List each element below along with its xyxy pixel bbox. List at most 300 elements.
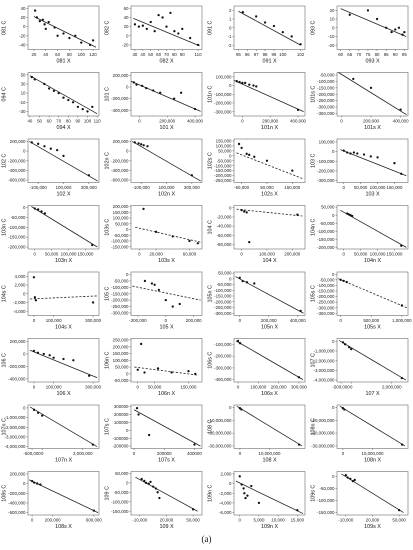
- data-point: [258, 502, 260, 504]
- x-axis-label: 108n X: [363, 457, 382, 464]
- x-tick-label: 200,000: [159, 118, 176, 124]
- data-point: [41, 414, 43, 416]
- data-point: [246, 495, 248, 497]
- x-tick-label: 100,000: [369, 185, 386, 190]
- y-tick-label: -600,000: [111, 177, 129, 183]
- y-tick-label: -200,000: [111, 96, 129, 102]
- y-tick-label: 50,000: [115, 364, 129, 370]
- y-tick-label: 10: [20, 90, 26, 96]
- y-tick-label: -300,000: [214, 109, 232, 115]
- y-axis-label: 108n C: [310, 418, 317, 436]
- x-axis-label: 102s X: [261, 191, 278, 198]
- y-tick-label: -300,000: [317, 104, 335, 110]
- data-point: [298, 444, 300, 446]
- data-point: [33, 276, 35, 278]
- data-point: [340, 279, 342, 281]
- y-tick-label: -100,000: [317, 282, 335, 288]
- x-axis-label: 109s X: [364, 524, 381, 530]
- x-tick-label: 70: [356, 52, 362, 57]
- x-axis-label: 103 X: [365, 191, 380, 198]
- y-tick-label: 0: [229, 83, 232, 89]
- y-tick-label: 0: [126, 84, 129, 90]
- y-tick-label: 0: [126, 148, 129, 154]
- x-axis-label: 108 X: [262, 457, 277, 464]
- data-point: [401, 34, 403, 36]
- y-tick-label: 50,000: [218, 270, 232, 276]
- data-point: [255, 85, 257, 87]
- x-tick-label: 40: [140, 52, 146, 57]
- x-tick-label: 0: [236, 384, 240, 390]
- x-tick-label: 110: [93, 118, 101, 124]
- data-point: [134, 23, 136, 25]
- x-tick-label: 98: [262, 52, 268, 57]
- x-axis-label: 094 X: [56, 125, 71, 131]
- x-tick-label: 0: [340, 118, 343, 124]
- data-point: [53, 90, 55, 92]
- y-tick-label: 0: [332, 271, 335, 277]
- y-tick-label: 0: [229, 276, 232, 282]
- x-tick-label: 50,000: [353, 185, 368, 190]
- data-point: [56, 149, 58, 151]
- x-tick-label: 80: [65, 118, 71, 124]
- y-tick-label: -100,000: [8, 224, 26, 230]
- data-point: [398, 509, 400, 511]
- y-axis-label: 107s C: [104, 418, 111, 436]
- x-tick-label: 0: [339, 318, 342, 323]
- x-tick-label: 15,000: [290, 517, 305, 523]
- y-axis-label: 109n C: [207, 484, 214, 502]
- data-point: [243, 492, 245, 494]
- y-tick-label: -150,000: [214, 168, 232, 174]
- data-point: [297, 109, 299, 111]
- x-tick-label: 0: [132, 451, 136, 456]
- x-tick-label: 200,000: [270, 384, 287, 390]
- y-tick-label: 200,000: [112, 73, 129, 78]
- data-point: [50, 148, 52, 150]
- y-tick-label: 250,000: [112, 337, 129, 343]
- panel-32: [311, 472, 409, 531]
- y-axis-label: 104s C: [1, 285, 8, 303]
- data-point: [354, 479, 356, 481]
- y-tick-label: 0: [126, 371, 129, 377]
- y-tick-label: 30: [20, 81, 26, 87]
- panel-14: [105, 204, 203, 264]
- x-axis-label: 104 X: [262, 258, 277, 264]
- y-tick-label: -4,000,000: [313, 377, 335, 383]
- y-tick-label: -40,000: [216, 223, 232, 229]
- y-tick-label: 150,000: [112, 351, 129, 357]
- data-point: [193, 443, 195, 445]
- y-tick-label: 200,000: [9, 471, 26, 477]
- y-tick-label: -3,000,000: [4, 434, 26, 440]
- data-point: [350, 348, 352, 350]
- data-point: [239, 277, 241, 279]
- x-tick-label: 102: [296, 52, 305, 57]
- x-tick-label: 10,000,000: [361, 451, 384, 456]
- data-point: [148, 483, 150, 485]
- x-axis-label: 108s X: [55, 524, 72, 530]
- x-tick-label: 0: [238, 318, 242, 323]
- data-point: [343, 408, 345, 410]
- y-tick-label: -50,000: [319, 220, 335, 226]
- data-point: [31, 480, 33, 482]
- x-tick-label: 150,000: [180, 384, 197, 390]
- data-point: [154, 30, 156, 32]
- x-axis-label: 081 X: [56, 58, 71, 65]
- panel-8: [311, 73, 410, 132]
- x-tick-label: 95: [401, 52, 407, 57]
- y-tick-label: -250,000: [317, 98, 335, 104]
- y-tick-label: 200,000: [112, 139, 129, 145]
- panel-26: [105, 404, 203, 463]
- data-point: [154, 284, 156, 286]
- x-tick-label: -100,000: [132, 185, 150, 190]
- y-tick-label: -250,000: [317, 299, 335, 305]
- data-point: [67, 99, 69, 101]
- x-tick-label: 400,000: [187, 118, 203, 124]
- data-point: [264, 21, 266, 23]
- y-tick-label: -2,000: [219, 490, 232, 496]
- x-axis-label: 091 X: [262, 58, 277, 65]
- y-tick-label: 0: [23, 291, 26, 297]
- x-tick-label: 600,000: [85, 517, 102, 523]
- x-tick-label: 10,000,000: [258, 451, 281, 456]
- data-point: [92, 39, 94, 41]
- data-point: [149, 481, 151, 483]
- x-axis-label: 103s X: [158, 258, 175, 264]
- x-axis-label: 103n X: [54, 258, 73, 264]
- x-tick-label: 50,000: [353, 251, 368, 257]
- y-tick-label: -50,000: [319, 486, 335, 492]
- x-tick-label: 50: [37, 118, 42, 124]
- y-axis-label: 108 C: [207, 419, 214, 434]
- data-point: [240, 209, 242, 211]
- panel-10: [105, 139, 203, 198]
- plot-frame: [337, 139, 408, 183]
- data-point: [49, 354, 51, 356]
- data-point: [400, 245, 402, 247]
- plot-frame: [131, 73, 202, 117]
- y-tick-label: 200000: [113, 412, 129, 418]
- x-tick-label: 20,000: [365, 517, 380, 523]
- plot-frame: [234, 73, 305, 117]
- y-tick-label: -20,000,000: [208, 430, 232, 436]
- y-tick-label: -150,000: [317, 288, 335, 294]
- data-point: [390, 31, 392, 33]
- data-point: [401, 444, 403, 446]
- data-point: [250, 485, 252, 487]
- y-tick-label: -200,000: [111, 297, 129, 303]
- data-point: [240, 147, 242, 149]
- x-tick-label: 120: [89, 52, 97, 57]
- x-axis-label: 105 X: [159, 324, 174, 331]
- data-point: [172, 305, 174, 307]
- y-tick-label: 0: [332, 405, 335, 411]
- y-tick-label: 20: [20, 15, 26, 21]
- y-tick-label: -6,000: [219, 510, 232, 516]
- data-point: [385, 27, 387, 29]
- data-point: [351, 215, 353, 217]
- y-tick-label: 150,000: [215, 138, 232, 144]
- y-tick-label: -100,000: [317, 498, 335, 504]
- y-axis-label: 103s C: [104, 218, 111, 236]
- x-tick-label: 50,000: [186, 517, 200, 523]
- panel-9: [2, 139, 100, 198]
- data-point: [62, 155, 64, 157]
- x-axis-label: 106s X: [261, 391, 278, 397]
- y-tick-label: -100000: [112, 435, 129, 441]
- x-tick-label: 400,000: [289, 318, 306, 323]
- data-point: [349, 14, 351, 16]
- y-tick-label: -40: [19, 42, 26, 48]
- data-point: [187, 370, 189, 372]
- x-axis-label: 093 X: [365, 58, 380, 65]
- data-point: [143, 371, 145, 373]
- y-tick-label: -50,000: [216, 158, 232, 164]
- data-point: [296, 214, 298, 216]
- x-tick-label: 100,000: [55, 185, 72, 190]
- x-tick-label: 0: [164, 318, 168, 323]
- x-tick-label: 85: [383, 52, 389, 57]
- data-point: [36, 16, 38, 18]
- data-point: [188, 240, 190, 242]
- x-axis-label: 102n X: [157, 191, 176, 198]
- data-point: [177, 32, 179, 34]
- x-tick-label: 60: [46, 118, 52, 124]
- y-tick-label: -2,000,000: [4, 424, 26, 430]
- x-tick-label: -500,000: [332, 384, 350, 390]
- panel-2: [105, 6, 203, 65]
- y-tick-label: -350,000: [317, 310, 335, 316]
- data-point: [138, 25, 140, 27]
- data-point: [36, 482, 38, 484]
- y-tick-label: 0: [229, 405, 232, 411]
- data-point: [48, 87, 50, 89]
- data-point: [144, 280, 146, 282]
- x-tick-label: 0: [136, 384, 139, 390]
- x-tick-label: 0: [238, 517, 241, 523]
- x-tick-label: 0: [32, 384, 36, 390]
- x-tick-label: -500,000: [23, 451, 41, 456]
- y-tick-label: -300,000: [111, 310, 129, 316]
- data-point: [140, 343, 142, 345]
- data-point: [170, 371, 172, 373]
- data-point: [42, 19, 44, 21]
- x-tick-label: 300,000: [290, 384, 307, 390]
- y-tick-label: 2,000: [14, 282, 26, 288]
- data-point: [248, 241, 250, 243]
- plot-frame: [28, 206, 99, 250]
- panel-31: [208, 472, 306, 531]
- y-tick-label: -30,000,000: [311, 443, 335, 449]
- y-tick-label: -100,000: [111, 238, 129, 244]
- y-tick-label: 100,000: [112, 357, 129, 363]
- x-tick-label: 20: [31, 52, 37, 57]
- y-tick-label: 0: [229, 481, 232, 487]
- x-tick-label: 100,000: [60, 251, 77, 257]
- y-tick-label: 50,000: [115, 221, 129, 227]
- x-tick-label: 200,000: [185, 318, 202, 323]
- data-point: [156, 491, 158, 493]
- data-point: [246, 153, 248, 155]
- x-tick-label: 0: [40, 451, 44, 456]
- y-tick-label: 0: [23, 481, 26, 487]
- y-tick-label: 0: [332, 473, 335, 479]
- y-tick-label: -100,000: [111, 499, 129, 505]
- data-point: [33, 481, 35, 483]
- x-tick-label: 200000: [156, 451, 172, 456]
- figure-caption: (a): [201, 534, 212, 544]
- data-point: [33, 409, 35, 411]
- data-point: [89, 44, 91, 46]
- data-point: [152, 89, 154, 91]
- data-point: [141, 478, 143, 480]
- data-point: [158, 289, 160, 291]
- data-point: [173, 30, 175, 32]
- y-tick-label: -150,000: [214, 293, 232, 299]
- panel-16: [311, 205, 409, 264]
- y-tick-label: 0: [126, 480, 129, 486]
- x-tick-label: 0: [342, 251, 345, 257]
- x-tick-label: 200,000: [262, 118, 279, 124]
- y-axis-label: 101s C: [310, 85, 317, 103]
- x-tick-label: 20,000: [159, 517, 174, 523]
- plot-frame: [131, 272, 202, 316]
- data-point: [299, 43, 301, 45]
- data-point: [243, 210, 245, 212]
- y-tick-label: 0: [23, 405, 26, 411]
- x-tick-label: -10,000: [132, 517, 148, 523]
- data-point: [180, 92, 182, 94]
- data-point: [189, 37, 191, 39]
- y-tick-label: -200,000: [317, 244, 335, 250]
- x-tick-label: 100: [77, 52, 85, 57]
- data-point: [248, 84, 250, 86]
- data-point: [273, 25, 275, 27]
- data-point: [72, 101, 74, 103]
- data-point: [82, 108, 84, 110]
- data-point: [43, 83, 45, 85]
- y-axis-label: 108s C: [1, 484, 8, 502]
- data-point: [137, 142, 139, 144]
- data-point: [242, 487, 244, 489]
- x-tick-label: 150,000: [284, 185, 301, 190]
- data-point: [403, 31, 405, 33]
- y-tick-label: -400,000: [111, 168, 129, 174]
- y-tick-label: -200000: [112, 443, 129, 449]
- x-tick-label: 2,000,000: [381, 384, 402, 390]
- y-tick-label: -3,000,000: [313, 368, 335, 373]
- y-tick-label: -4,000: [13, 308, 26, 314]
- y-tick-label: -2,000: [13, 300, 26, 306]
- panel-28: [311, 405, 409, 464]
- panel-12: [311, 139, 409, 198]
- panel-29: [2, 472, 103, 531]
- y-tick-label: -1,000,000: [313, 348, 335, 354]
- data-point: [43, 145, 45, 147]
- y-tick-label: 0: [126, 427, 129, 433]
- x-tick-label: 100,000: [259, 251, 275, 257]
- data-point: [52, 357, 54, 359]
- x-axis-label: 104s X: [55, 324, 72, 331]
- data-point: [91, 106, 93, 108]
- y-tick-label: -200,000: [111, 158, 129, 164]
- data-point: [282, 31, 284, 33]
- y-tick-label: -150,000: [317, 510, 335, 516]
- x-axis-label: 101n X: [260, 125, 279, 131]
- y-tick-label: -200,000: [8, 158, 26, 164]
- data-point: [291, 169, 293, 171]
- data-point: [39, 20, 41, 22]
- y-tick-label: -60,000: [216, 232, 232, 238]
- y-tick-label: 4,000: [14, 273, 26, 279]
- data-point: [74, 35, 76, 37]
- y-tick-label: 1: [229, 16, 232, 22]
- data-point: [62, 32, 64, 34]
- data-point: [246, 211, 248, 213]
- y-tick-label: -400,000: [8, 168, 26, 174]
- data-point: [236, 80, 238, 82]
- y-axis-label: 106n C: [104, 351, 111, 369]
- y-axis-label: 105 C: [104, 286, 111, 301]
- panel-3: [208, 6, 306, 65]
- x-tick-label: 400,000: [290, 118, 306, 124]
- x-tick-label: 70: [56, 118, 62, 124]
- y-tick-label: -100,000: [317, 79, 335, 85]
- data-point: [173, 97, 175, 99]
- x-tick-label: 150,000: [386, 251, 403, 257]
- data-point: [244, 497, 246, 499]
- y-tick-label: 0: [332, 339, 335, 344]
- data-point: [244, 82, 246, 84]
- x-axis-label: 107 X: [365, 391, 380, 397]
- panel-13: [2, 205, 100, 264]
- x-tick-label: 50,000: [260, 185, 274, 190]
- y-axis-label: 106 C: [1, 353, 8, 368]
- data-point: [345, 474, 347, 476]
- data-point: [37, 412, 39, 414]
- plot-frame: [131, 206, 202, 250]
- data-point: [135, 84, 137, 86]
- data-point: [399, 108, 401, 110]
- x-axis-label: 082 X: [159, 58, 174, 65]
- y-tick-label: 0: [229, 153, 232, 159]
- y-tick-label: -50,000: [10, 214, 26, 220]
- x-tick-label: 96: [244, 52, 250, 57]
- x-tick-label: 99: [271, 52, 277, 57]
- y-axis-label: 105s C: [310, 285, 317, 303]
- data-point: [155, 231, 157, 233]
- y-tick-label: -150,000: [111, 508, 129, 514]
- x-tick-label: 0: [30, 517, 34, 523]
- data-point: [197, 44, 199, 46]
- x-tick-label: 97: [253, 52, 259, 57]
- data-point: [398, 27, 400, 29]
- plot-frame: [337, 6, 408, 50]
- y-tick-label: 100,000: [215, 143, 232, 149]
- x-tick-label: 0: [341, 451, 345, 456]
- x-tick-label: 40: [27, 118, 33, 124]
- y-tick-label: 50,000: [218, 148, 232, 154]
- plot-frame: [337, 272, 408, 316]
- data-point: [242, 11, 244, 13]
- y-tick-label: -150,000: [317, 236, 335, 242]
- x-axis-label: 105n X: [260, 324, 279, 331]
- data-point: [62, 97, 64, 99]
- plot-frame: [28, 472, 99, 516]
- y-tick-label: -150,000: [8, 234, 26, 240]
- y-tick-label: -200,000: [214, 100, 232, 106]
